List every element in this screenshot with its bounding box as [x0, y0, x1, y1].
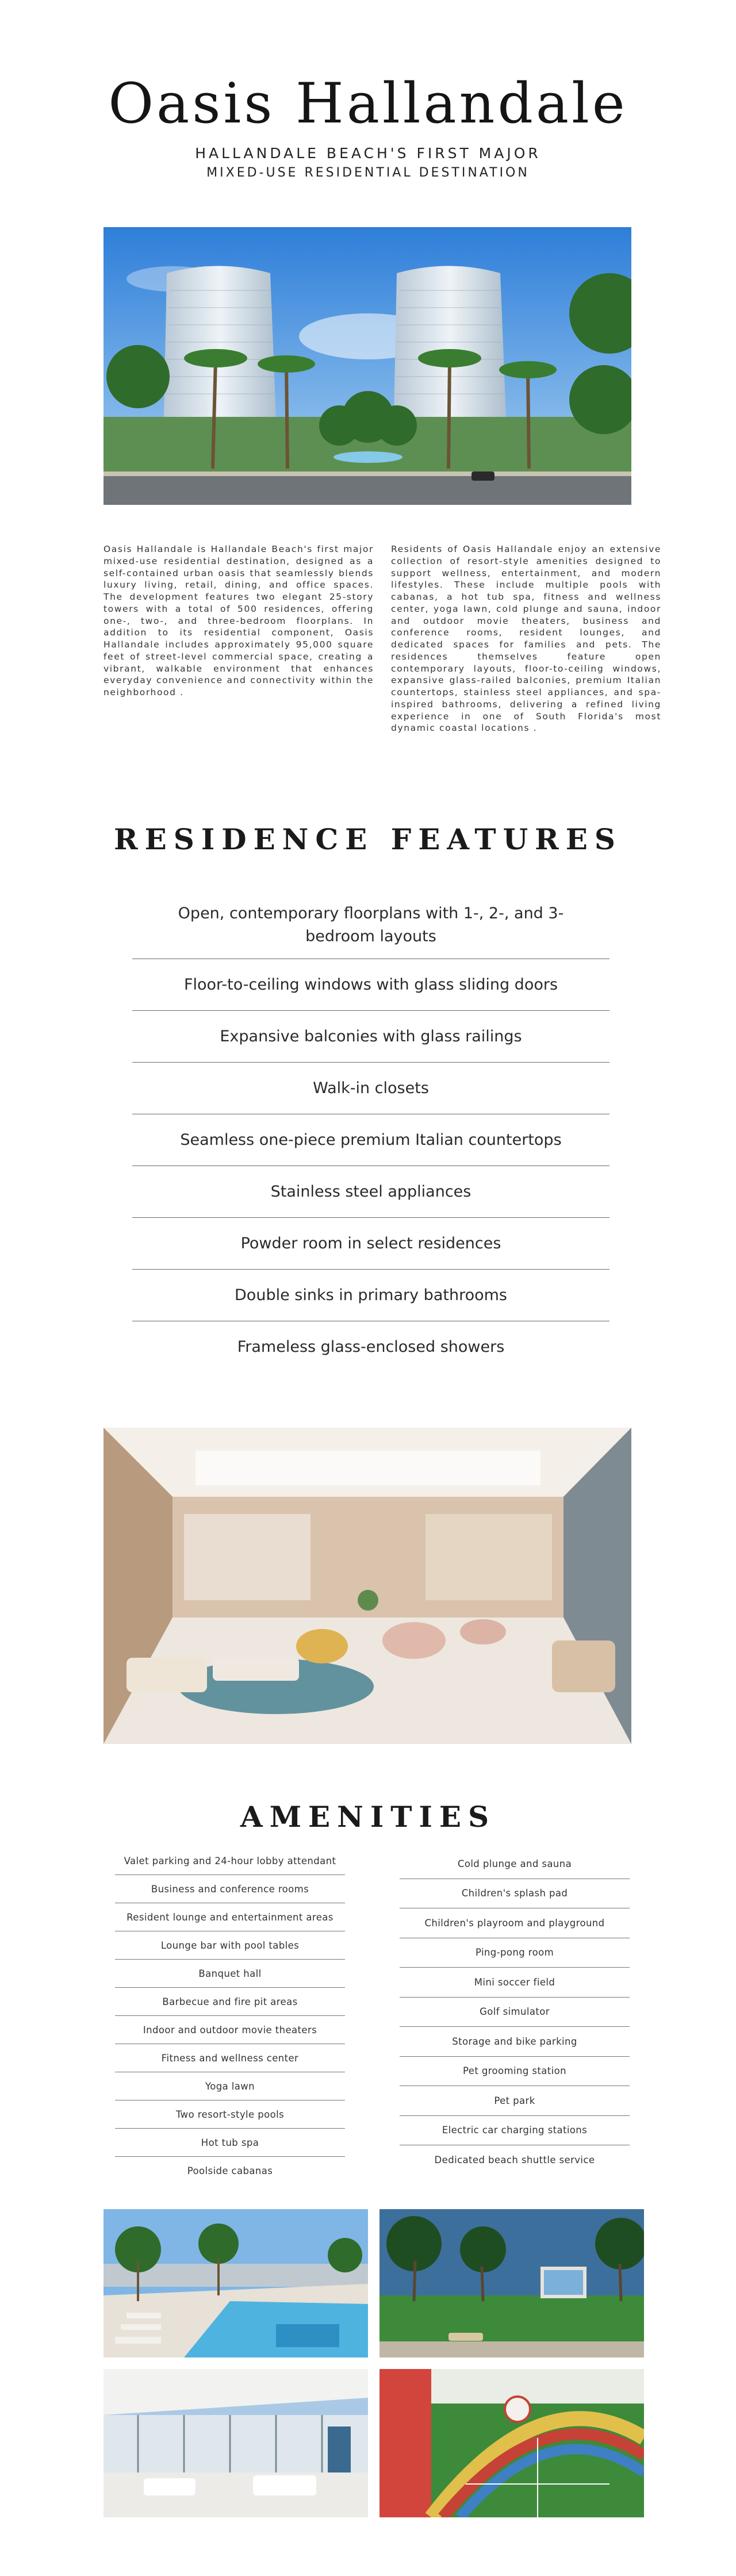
amenity-item: Banquet hall	[115, 1960, 345, 1988]
amenity-item: Indoor and outdoor movie theaters	[115, 2016, 345, 2044]
feature-item: Expansive balconies with glass railings	[132, 1011, 610, 1063]
feature-item: Double sinks in primary bathrooms	[132, 1270, 610, 1321]
amenities-list-right	[400, 1849, 630, 2175]
amenity-item: Hot tub spa	[115, 2129, 345, 2157]
amenity-item: Cold plunge and sauna	[400, 1849, 630, 1879]
amenities-title: AMENITIES	[240, 1800, 496, 1834]
amenity-item: Barbecue and fire pit areas	[115, 1988, 345, 2016]
kids-playroom-image	[379, 2369, 644, 2517]
outdoor-movie-lawn-image	[379, 2209, 644, 2358]
hero-towers-image	[103, 227, 631, 505]
residence-features-title: RESIDENCE FEATURES	[114, 822, 622, 856]
page-title: Oasis Hallandale	[108, 71, 628, 136]
intro-paragraph-left: Oasis Hallandale is Hallandale Beach's first major mixed-use residential destination, designed as a self-contained urban oasis that seamlessly blends luxury living, retail, dining, and office spaces. The development features two elegant 25-story towers with a total of 500 residences, offering one-, two-, and three-bedroom floorplans. In addition to its residential component, Oasis Hallandale includes approximately 95,000 square feet of street-level commercial space, creating a vibrant, walkable environment that enhances everyday convenience and connectivity within the neighborhood .	[103, 544, 374, 698]
amenities-list-left	[115, 1847, 345, 2185]
amenity-item: Fitness and wellness center	[115, 2044, 345, 2072]
amenity-item: Golf simulator	[400, 1998, 630, 2027]
amenity-item: Resident lounge and entertainment areas	[115, 1903, 345, 1931]
subtitle-line-2: MIXED-USE RESIDENTIAL DESTINATION	[206, 166, 530, 180]
feature-item: Powder room in select residences	[132, 1218, 610, 1270]
feature-item: Frameless glass-enclosed showers	[237, 1338, 505, 1356]
amenity-item: Yoga lawn	[115, 2072, 345, 2100]
feature-item: Open, contemporary floorplans with 1-, 2-, and 3-bedroom layouts	[132, 891, 610, 959]
lobby-lounge-image	[103, 1428, 631, 1744]
amenity-item: Children's splash pad	[400, 1879, 630, 1909]
feature-item: Walk-in closets	[132, 1063, 610, 1114]
amenity-item: Ping-pong room	[400, 1938, 630, 1968]
residence-features-list	[132, 891, 610, 1373]
amenity-item: Lounge bar with pool tables	[115, 1931, 345, 1960]
amenity-item: Business and conference rooms	[115, 1875, 345, 1903]
amenity-item: Electric car charging stations	[400, 2116, 630, 2146]
amenity-item: Two resort-style pools	[115, 2100, 345, 2129]
feature-item: Seamless one-piece premium Italian countertops	[132, 1114, 610, 1166]
poolside-cabanas-image	[103, 2369, 368, 2517]
feature-item: Floor-to-ceiling windows with glass sliding doors	[132, 959, 610, 1011]
feature-item: Stainless steel appliances	[132, 1166, 610, 1218]
intro-paragraph-right: Residents of Oasis Hallandale enjoy an extensive collection of resort-style amenities designed to support wellness, entertainment, and modern lifestyles. These include multiple pools with cabanas, a hot tub spa, fitness and wellness center, yoga lawn, cold plunge and sauna, indoor and outdoor movie theaters, business and conference rooms, resident lounges, and dedicated spaces for families and pets. The residences themselves feature open contemporary layouts, floor-to-ceiling windows, expansive glass-railed balconies, premium Italian countertops, stainless steel appliances, and spa-inspired bathrooms, delivering a refined living experience in one of South Florida's most dynamic coastal locations .	[391, 544, 661, 734]
amenity-item: Pet grooming station	[400, 2057, 630, 2087]
pool-deck-image	[103, 2209, 368, 2358]
amenity-item: Mini soccer field	[400, 1968, 630, 1998]
subtitle-line-1: HALLANDALE BEACH'S FIRST MAJOR	[195, 145, 541, 162]
amenity-item: Dedicated beach shuttle service	[434, 2155, 595, 2166]
amenity-item: Storage and bike parking	[400, 2027, 630, 2057]
amenity-item: Poolside cabanas	[187, 2165, 273, 2176]
amenity-item: Valet parking and 24-hour lobby attendant	[115, 1847, 345, 1875]
amenity-item: Pet park	[400, 2086, 630, 2116]
amenity-item: Children's playroom and playground	[400, 1908, 630, 1938]
